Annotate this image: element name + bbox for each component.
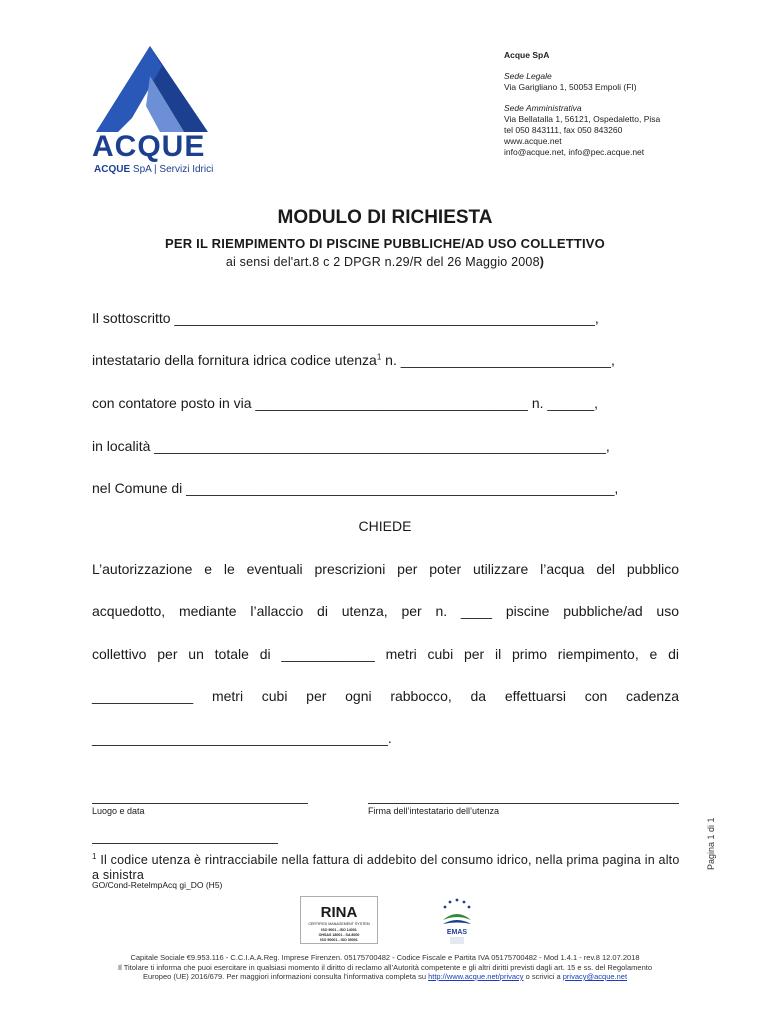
- logo-subline: ACQUE SpA | Servizi Idrici: [94, 164, 214, 175]
- footer-line-2: Il Titolare ti informa che puoi esercitare in qualsiasi momento il diritto di reclamo all’Autorità competente e gli altri diritti previsti dagli art. 15 e ss. del Regolamento: [118, 962, 652, 972]
- request-line-3[interactable]: collettivo per un totale di ____________ metri cubi per il primo riempimento, e di: [92, 646, 679, 662]
- field-utility-code[interactable]: intestatario della fornitura idrica codice utenza$^1$ n. ___________________________,: [92, 352, 615, 368]
- footnote: $^1$ Il codice utenza è rintracciabile nella fattura di addebito del consumo idrico, nella prima pagina in alto a sinistra: [92, 852, 680, 883]
- emas-logo: [434, 896, 480, 946]
- svg-text:RINA: RINA: [320, 904, 358, 921]
- svg-text:ISO 9001 - ISO 14001: ISO 9001 - ISO 14001: [321, 928, 357, 932]
- request-line-2[interactable]: acquedotto, mediante l’allaccio di utenza, per n. ____ piscine pubbliche/ad uso: [92, 603, 679, 619]
- place-date-label: Luogo e data: [92, 806, 145, 816]
- chiede-heading: CHIEDE: [358, 518, 412, 534]
- footnote-ref: 1: [376, 352, 382, 362]
- signature-line[interactable]: [368, 803, 679, 804]
- footer-line-1: Capitale Sociale €9.953.116 - C.C.I.A.A.Reg. Imprese Firenzen. 05175700482 - Codice Fiscale e Partita IVA 05175700482 - Mod 1.4.1 - rev.8 12.07.2018: [130, 953, 640, 962]
- company-name: Acque SpA: [504, 50, 550, 60]
- company-info: [504, 50, 734, 158]
- company-website: www.acque.net: [504, 136, 562, 146]
- rina-certification-logo: [300, 896, 378, 944]
- privacy-email-link[interactable]: privacy@acque.net: [562, 972, 628, 981]
- page-number: Pagina 1 di 1: [706, 817, 716, 870]
- request-line-1: L’autorizzazione e le eventuali prescrizioni per poter utilizzare l’acqua del pubblico: [92, 561, 679, 577]
- admin-seat-label: Sede Amministrativa: [504, 103, 582, 113]
- footer-line-3: Europeo (UE) 2016/679. Per maggiori informazioni consulta l’informativa completa su http://www.acque.net/privacy o scrivici a privacy@acque.net: [142, 972, 628, 981]
- field-municipality[interactable]: nel Comune di _______________________________________________________,: [92, 480, 619, 496]
- svg-text:ISO 50001 - ISO 39001: ISO 50001 - ISO 39001: [320, 938, 358, 942]
- request-line-4[interactable]: _____________ metri cubi per ogni rabbocco, da effettuarsi con cadenza: [92, 688, 679, 704]
- company-emails: info@acque.net, info@pec.acque.net: [504, 147, 645, 157]
- privacy-link[interactable]: http://www.acque.net/privacy: [428, 972, 524, 981]
- admin-seat-address: Via Bellatalla 1, 56121, Ospedaletto, Pisa: [504, 114, 661, 124]
- company-phone: tel 050 843111, fax 050 843260: [504, 125, 623, 135]
- svg-text:EMAS: EMAS: [446, 929, 468, 936]
- svg-text:OHSAS 18001 - SA 8000: OHSAS 18001 - SA 8000: [318, 933, 360, 937]
- document-subtitle: PER IL RIEMPIMENTO DI PISCINE PUBBLICHE/AD USO COLLETTIVO: [165, 236, 605, 251]
- field-meter-address[interactable]: con contatore posto in via ___________________________________ n. ______,: [92, 395, 599, 411]
- document-code: GO/Cond-RetelmpAcq gi_DO (H5): [92, 880, 223, 890]
- field-locality[interactable]: in località __________________________________________________________,: [92, 438, 610, 454]
- logo-wordmark: ACQUE: [92, 130, 206, 163]
- place-date-line[interactable]: [92, 803, 308, 804]
- legal-reference: ai sensi del'art.8 c 2 DPGR n.29/R del 26 Maggio 2008): [225, 255, 545, 269]
- legal-seat-address: Via Garigliano 1, 50053 Empoli (FI): [504, 82, 637, 92]
- legal-seat-label: Sede Legale: [504, 71, 552, 81]
- request-line-5[interactable]: ______________________________________.: [92, 730, 392, 746]
- footnote-rule: [92, 843, 278, 844]
- document-title: MODULO DI RICHIESTA: [277, 207, 493, 228]
- field-applicant-name[interactable]: Il sottoscritto ______________________________________________________,: [92, 310, 599, 326]
- legal-footer: [0, 953, 770, 982]
- svg-text:CERTIFIED MANAGEMENT SYSTEM: CERTIFIED MANAGEMENT SYSTEM: [308, 922, 370, 926]
- signature-label: Firma dell’intestatario dell’utenza: [368, 806, 500, 816]
